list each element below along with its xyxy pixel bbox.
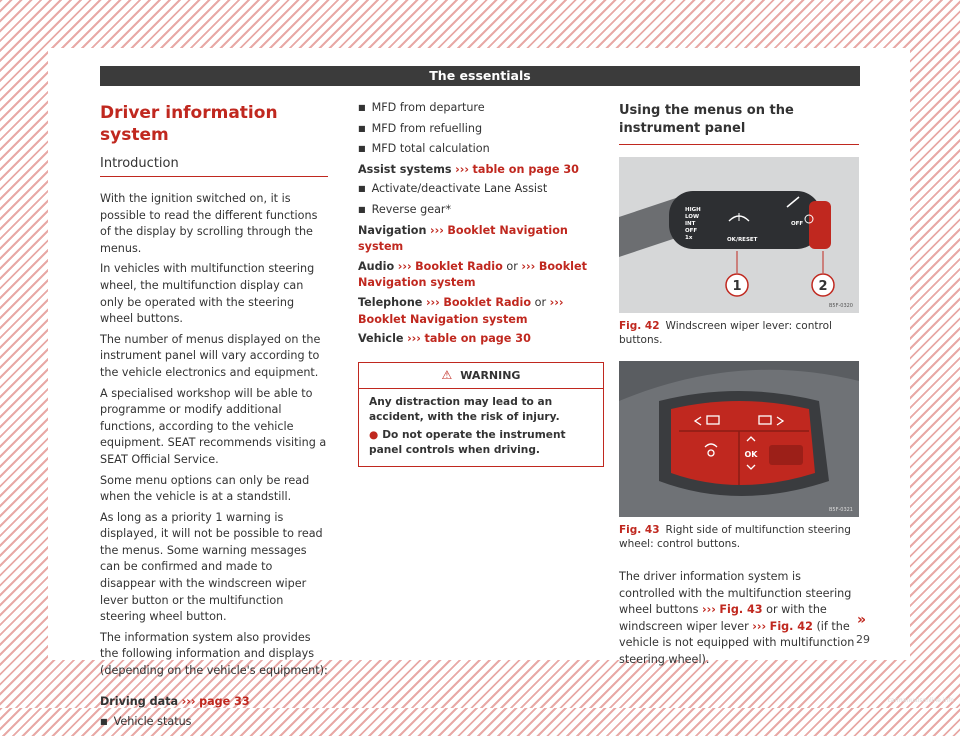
arrows: ››› [521, 259, 536, 273]
arrows: ››› [425, 295, 440, 309]
label-low: LOW [685, 214, 700, 220]
list-item: ■ Vehicle status [100, 714, 328, 732]
section-heading: Using the menus on the instrument panel [619, 102, 859, 145]
arrows: ››› [430, 223, 444, 237]
watermark: carmanualsonline.info [887, 697, 954, 704]
arrows: ››› [407, 332, 421, 346]
figure-42-caption-text: Windscreen wiper lever: control buttons. [619, 320, 832, 346]
figure-code: B5F-0321 [828, 507, 853, 513]
vehicle-line [358, 331, 602, 348]
body-text: or with the windscreen wiper lever [619, 603, 827, 633]
label-high: HIGH [685, 207, 701, 213]
ok-label: OK [744, 450, 758, 459]
driving-data-label: Driving data [100, 694, 179, 708]
label-1x: 1x [685, 235, 693, 241]
or-text: or [506, 259, 518, 273]
arrows: ››› [455, 162, 469, 176]
figure-43-caption [619, 523, 859, 551]
list-item: ■ MFD from refuelling [358, 121, 602, 139]
telephone-label: Telephone [358, 295, 423, 309]
callout-2: 2 [818, 279, 828, 294]
paragraph: As long as a priority 1 warning is displayed, it will not be possible to read the menus. Some warning messages can be confirmed and made to disappear with the windscreen wiper lever button or the multifunction steering wheel button. [100, 510, 323, 624]
column-3 [619, 102, 859, 673]
column-2 [358, 100, 602, 467]
assist-systems-link[interactable]: table on page 30 [472, 162, 579, 176]
list-item: ■ MFD from departure [358, 100, 602, 118]
steering-wheel-illustration [619, 361, 859, 517]
arrows: ››› [549, 295, 564, 309]
figure-43-caption-text: Right side of multifunction steering wheel: control buttons. [619, 524, 851, 550]
body-paragraph [619, 569, 859, 669]
telephone-link-navigation[interactable]: Booklet Navigation system [358, 312, 528, 326]
audio-link-radio[interactable]: Booklet Radio [415, 259, 503, 273]
figure-42-image [619, 157, 859, 313]
warning-title: WARNING [460, 368, 521, 382]
arrows: ››› [181, 694, 196, 708]
telephone-line [358, 295, 602, 328]
figure-42-link[interactable]: Fig. 42 [769, 619, 813, 633]
list-item: ■ MFD total calculation [358, 141, 602, 159]
audio-link-navigation[interactable]: Booklet Navigation system [358, 259, 587, 290]
assist-systems-line [358, 162, 602, 179]
warning-header [359, 363, 603, 390]
warning-bullet: Do not operate the instrument panel controls when driving. [369, 429, 566, 457]
paragraph: The information system also provides the following information and displays (depending on the vehicle's equipment): [100, 630, 328, 678]
warning-body [359, 389, 603, 466]
driving-data-link[interactable]: page 33 [199, 694, 250, 708]
body-text: (if the vehicle is not equipped with multifunction steering wheel). [619, 619, 855, 666]
bullet-dot-icon: ● [369, 429, 379, 442]
label-off-2: OFF [791, 221, 804, 227]
label-off: OFF [685, 228, 698, 234]
navigation-line [358, 223, 602, 256]
wiper-lever-illustration [619, 157, 859, 313]
paragraph: Some menu options can only be read when the vehicle is at a standstill. [100, 473, 310, 504]
figure-42-caption [619, 319, 859, 347]
figure-code: B5F-0320 [828, 303, 853, 309]
warning-text: Any distraction may lead to an accident, with the risk of injury. [369, 396, 560, 424]
body-text: The driver information system is controlled with the multifunction steering wheel buttons [619, 570, 852, 617]
section-subtitle: Introduction [100, 156, 328, 177]
figure-43-image [619, 361, 859, 517]
figure-42-number: Fig. 42 [619, 320, 660, 332]
label-ok-reset: OK/RESET [727, 237, 758, 243]
navigation-label: Navigation [358, 223, 427, 237]
figure-43-link[interactable]: Fig. 43 [719, 603, 763, 617]
section-header: The essentials [100, 66, 860, 86]
paragraph: The number of menus displayed on the instrument panel will vary according to the vehicle electronics and equipment. [100, 332, 321, 379]
figure-43-number: Fig. 43 [619, 524, 660, 536]
arrows: ››› [397, 259, 412, 273]
label-int: INT [685, 221, 696, 227]
page-number: 29 [856, 633, 870, 646]
audio-label: Audio [358, 259, 395, 273]
column-1 [100, 102, 328, 736]
arrows: ››› [701, 603, 716, 617]
audio-line [358, 259, 602, 292]
vehicle-link[interactable]: table on page 30 [424, 332, 531, 346]
arrows: ››› [752, 619, 767, 633]
paragraph: With the ignition switched on, it is possible to read the different functions of the display by scrolling through the menus. [100, 192, 318, 255]
vehicle-label: Vehicle [358, 332, 404, 346]
continue-icon: » [856, 612, 866, 628]
navigation-link[interactable]: Booklet Navigation system [358, 223, 568, 254]
assist-systems-label: Assist systems [358, 162, 452, 176]
paragraph: A specialised workshop will be able to programme or modify additional functions, according to the vehicle equipment. SEAT recommends visiting a SEAT Official Service. [100, 386, 327, 466]
list-item: ■ Reverse gear* [358, 202, 602, 220]
list-item: ■ Activate/deactivate Lane Assist [358, 181, 602, 199]
warning-triangle-icon: ⚠ [441, 367, 453, 382]
paragraph: In vehicles with multifunction steering wheel, the multifunction display can only be operated with the steering wheel buttons. [100, 262, 315, 326]
callout-1: 1 [732, 279, 742, 294]
warning-box [358, 362, 604, 468]
page [48, 48, 910, 729]
telephone-link-radio[interactable]: Booklet Radio [443, 295, 532, 309]
or-text: or [534, 295, 547, 309]
warning-bullet-row [369, 428, 595, 458]
page-title: Driver information system [100, 103, 278, 145]
